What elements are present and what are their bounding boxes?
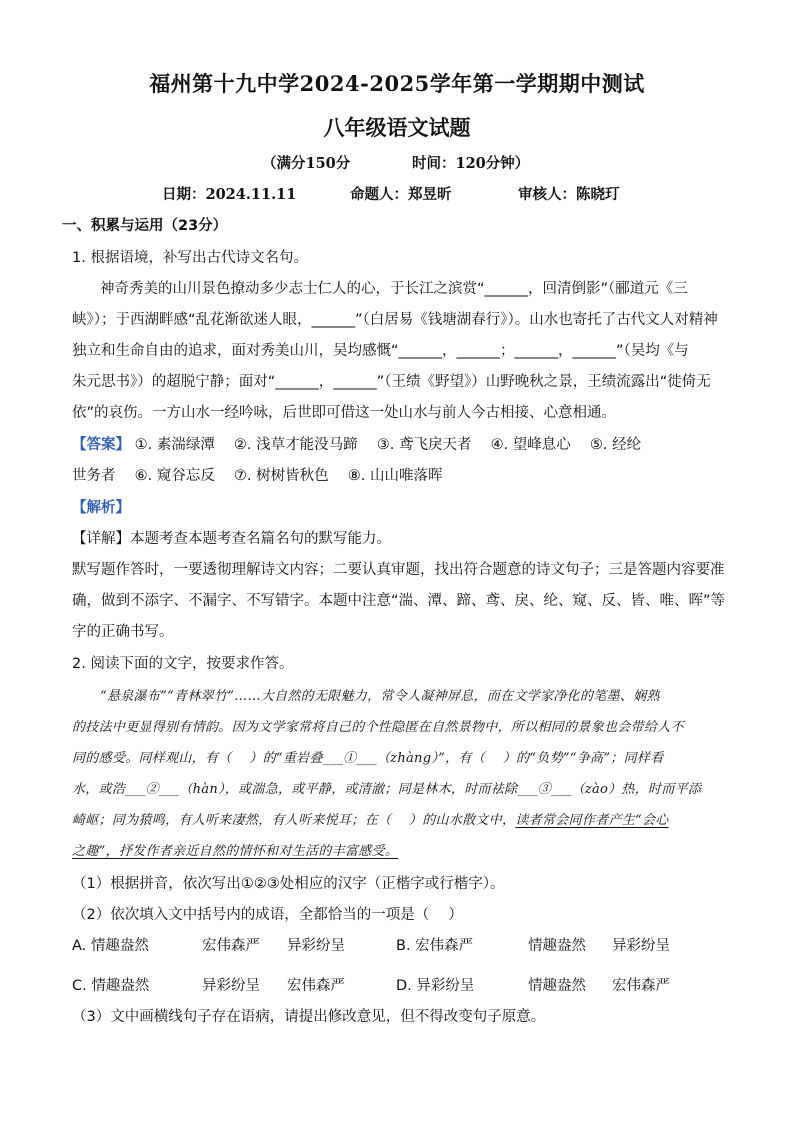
option-b-2: 情趣盎然: [528, 938, 586, 954]
option-d-1: D. 异彩纷呈: [396, 978, 475, 994]
q1-answer-cont: 世务者 ⑥. 窥谷忘反 ⑦. 树树皆秋色 ⑧. 山山唯落晖: [72, 468, 443, 484]
option-a-2: 宏伟森严: [202, 938, 260, 954]
q1-line: 依”的哀伤。一方山水一经吟咏，后世即可借这一处山水与前人今古相接、心意相通。: [72, 405, 617, 421]
q2-sub1: （1）根据拼音，依次写出①②③处相应的汉字（正楷字或行楷字）。: [72, 876, 505, 892]
option-a-3: 异彩纷呈: [287, 938, 345, 954]
exam-reviewer: 审核人：陈晓玎: [518, 186, 620, 203]
exam-title: 福州第十九中学2024-2025学年第一学期期中测试: [149, 71, 645, 96]
q1-stem: 1. 根据语境，补写出古代诗文名句。: [72, 250, 308, 266]
q1-answer-text: ①. 素湍绿潭 ②. 浅草才能没马蹄 ③. 鸢飞戾天者 ④. 望峰息心 ⑤. 经纶: [134, 437, 642, 453]
q1-answer-row: [72, 433, 722, 454]
detail-text: 本题考查本题考查名篇名句的默写能力。: [130, 531, 391, 547]
full-score: （满分150分: [262, 155, 351, 172]
exam-author: 命题人：郑昱昕: [350, 186, 452, 203]
q2-passage-line: “悬泉瀑布”“青林翠竹”……大自然的无限魅力，常令人凝神屏息，而在文学家净化的笔墨、娴熟: [100, 689, 660, 704]
option-b-3: 异彩纷呈: [612, 938, 670, 954]
option-b-1: B. 宏伟森严: [396, 938, 474, 954]
q1-explain-line: 默写题作答时，一要透彻理解诗文内容；二要认真审题，找出符合题意的诗文句子；三是答题内容要准: [72, 562, 725, 578]
section-heading: 一、积累与运用（23分）: [62, 218, 228, 234]
option-c-1: C. 情趣盎然: [72, 978, 150, 994]
q2-passage-text: 崎岖；同为猿鸣，有人听来凄然，有人听来悦耳；在（ ）的山水散文中，: [72, 813, 516, 828]
q2-passage-line: 同的感受。同样观山，有（ ）的“重岩叠___①___（zhàng）”，有（ ）的“负势”“争高”；同样看: [72, 751, 664, 766]
q2-passage-line: 的技法中更显得别有情韵。因为文学家常将自己的个性隐匿在自然景物中，所以相同的景象也会带给人不: [72, 720, 684, 735]
q1-explain-line: 字的正确书写。: [72, 624, 174, 640]
q2-passage-line-underline: [72, 809, 722, 828]
underlined-sentence: 读者常会同作者产生“会心: [515, 813, 669, 828]
option-c-3: 宏伟森严: [287, 978, 345, 994]
q1-line: 独立和生命自由的追求，面对秀美山川，吴均感慨“______，______；______，______”（吴均《与: [72, 343, 689, 359]
q1-detail-row: [72, 527, 722, 548]
q1-line: 峡》）；于西湖畔感“乱花渐欲迷人眼，______”（白居易《钱塘湖春行》）。山水也寄托了古代文人对精神: [72, 312, 718, 328]
option-c-2: 异彩纷呈: [202, 978, 260, 994]
answer-label: 【答案】: [72, 437, 130, 453]
underlined-sentence-cont: 之趣”，抒发作者亲近自然的情怀和对生活的丰富感受。: [72, 844, 399, 859]
option-a-1: A. 情趣盎然: [72, 938, 149, 954]
option-d-3: 宏伟森严: [612, 978, 670, 994]
q1-line: 神奇秀美的山川景色撩动多少志士仁人的心，于长江之滨赏“______，回清倒影”（郦道元《三: [100, 281, 688, 297]
exam-subtitle: 八年级语文试题: [323, 115, 471, 140]
option-d-2: 情趣盎然: [528, 978, 586, 994]
q1-line: 朱元思书》）的超脱宁静；面对“______，______”（王绩《野望》）山野晚秋之景，王绩流露出“徙倚无: [72, 374, 711, 390]
exam-date: 日期：2024.11.11: [162, 186, 297, 203]
q2-passage-line: 水，或浩___②___（hàn），或湍急，或平静，或清澈；同是林木，时而祛除___③___（zào）热，时而平添: [72, 782, 702, 797]
q2-sub2: （2）依次填入文中括号内的成语，全都恰当的一项是（ ）: [72, 907, 463, 923]
q2-sub3: （3）文中画横线句子存在语病，请提出修改意见，但不得改变句子原意。: [72, 1009, 546, 1025]
exam-time: 时间：120分钟）: [412, 155, 530, 172]
analysis-label: 【解析】: [72, 500, 130, 516]
q2-stem: 2. 阅读下面的文字，按要求作答。: [72, 656, 294, 672]
detail-label: 【详解】: [72, 531, 130, 547]
q1-explain-line: 确，做到不添字、不漏字、不写错字。本题中注意“湍、潭、蹄、鸢、戾、纶、窥、反、皆、唯、晖”等: [72, 593, 726, 609]
